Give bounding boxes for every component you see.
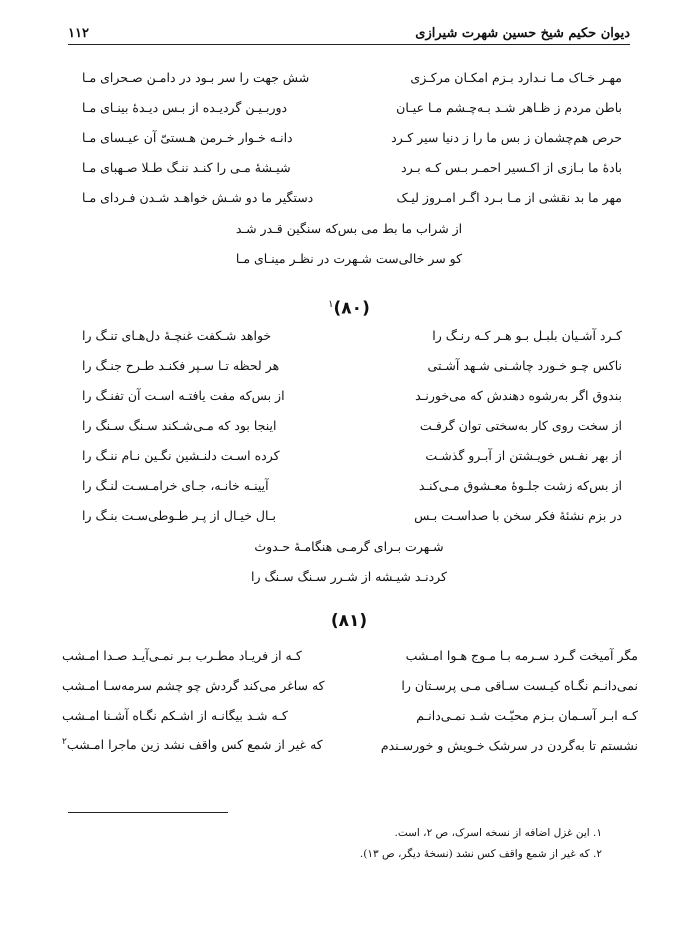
footnote-marker: ۲ (62, 737, 67, 748)
poem-number (0, 608, 698, 634)
verse-row (82, 354, 622, 376)
hemistich: اینجا بود که مـی‌شـکند سـنگ سـنگ را (82, 417, 277, 433)
hemistich: مگر آمیخت گـرد سـرمه بـا مـوج هـوا امـشب (405, 647, 638, 663)
hemistich: نمی‌دانـم نگـاه کیـست سـاقی مـی پرسـتان را (401, 677, 638, 693)
hemistich: باطن مردم ز ظـاهر شـد بـه‌چـشم مـا عیـان (396, 99, 622, 115)
hemistich: مهر ما بد نقشی از مـا بـرد اگـر امـروز لیـک (396, 189, 622, 205)
hemistich: از سخت روی کار به‌سختی توان گرفـت (419, 417, 622, 433)
hemistich: از بس‌که مفت یافتـه اسـت آن تفنـگ را (82, 387, 285, 403)
hemistich: بـال خیـال از پـر طـوطی‌سـت بنـگ را (82, 507, 276, 523)
hemistich: بادۀ ما بـازی از اکـسیر احمـر بـس کـه بـرد (401, 159, 622, 175)
footnote: ۱. این غزل اضافه از نسخه اسرک، ص ۲، است. (394, 827, 602, 839)
hemistich: هر لحظه تـا سـپر فکنـد طـرح جنـگ را (82, 357, 280, 373)
verse-row (62, 644, 638, 666)
hemistich: کـه از فریـاد مطـرب بـر نمـی‌آیـد صـدا امـشب (62, 647, 302, 663)
poem-number-text: (۸۱) (330, 611, 368, 631)
hemistich: که ساغر می‌کند گردش چو چشم سرمه‌سـا امـشب (62, 677, 325, 693)
hemistich: ناکس چـو خـورد چاشـنی شـهد آشـتی (427, 357, 622, 373)
footnote: ۲. که غیر از شمع واقف کس نشد (نسخۀ دیگر، ص ۱۳). (359, 848, 602, 860)
closing-couplet-line: کو سر خالی‌ست شـهرت در نظـر مینـای مـا (235, 251, 463, 266)
poem-number-text: (۸۰) (333, 298, 370, 319)
closing-couplet-line: از شراب ما بط می بس‌که سنگین قـدر شـد (235, 221, 463, 236)
verse-row (82, 156, 622, 178)
hemistich: در بزم نشئۀ فکر سخن با صداسـت بـس (414, 507, 622, 523)
hemistich: کـه ابـر آسـمان بـزم محبّـت شـد نمـی‌دانـم (416, 707, 638, 723)
hemistich: دستگیر ما دو شـش خواهـد شـدن فـردای مـا (82, 189, 314, 205)
verse-row (62, 734, 638, 756)
hemistich: کرده اسـت دلنـشین نگـین نـام ننـگ را (82, 447, 280, 463)
hemistich: حرص هم‌چشمان ز بس ما را ز دنیا سیر کـرد (391, 129, 622, 145)
verse-row (62, 704, 638, 726)
closing-couplet-line: شـهرت بـرای گرمـی هنگامـۀ حـدوث (254, 539, 444, 554)
verse-row (82, 504, 622, 526)
page-number: ۱۱۲ (68, 25, 89, 41)
hemistich: که غیر از شمع کس واقف نشد زین ماجرا امـشب (66, 737, 323, 753)
verse-row (82, 414, 622, 436)
verse-row (82, 126, 622, 148)
hemistich: شیـشۀ مـی را کنـد ننـگ طـلا صـهبای مـا (82, 159, 291, 175)
verse-row (82, 384, 622, 406)
hemistich: کـه شـد بیگانـه از اشـکم نگـاه آشـنا امـشب (62, 707, 288, 723)
hemistich: از بهر نفـس خویـشتن از آبـرو گذشـت (425, 447, 622, 463)
footnote-marker: ۱ (328, 299, 334, 310)
hemistich: نشستم تا به‌گردن در سرشک خـویش و خورسـندم (380, 737, 638, 753)
verse-row (82, 474, 622, 496)
poem-number (0, 292, 698, 318)
hemistich: شش جهت را سر بـود در دامـن صـحرای مـا (82, 69, 310, 85)
verse-row (82, 186, 622, 208)
hemistich: آیینـه خانـه، جـای خرامـسـت لنـگ را (82, 477, 269, 493)
hemistich: دانـه خـوار خـرمن هـستیّ آن عیـسای مـا (82, 129, 293, 145)
closing-couplet-line: کردنـد شیـشه از شـرر سـنگ سـنگ را (251, 569, 447, 584)
hemistich-with-footnote (62, 737, 323, 752)
verse-row (82, 324, 622, 346)
verse-row (82, 66, 622, 88)
hemistich: از بس‌که زشت جلـوۀ معـشوق مـی‌کنـد (418, 477, 622, 493)
hemistich: خواهد شـکفت غنچـۀ دل‌هـای تنـگ را (82, 327, 272, 343)
hemistich: مهـر خـاک مـا نـدارد بـزم امکـان مرکـزی (410, 69, 622, 85)
hemistich: کـرد آشـیان بلبـل بـو هـر کـه رنـگ را (432, 327, 622, 343)
verse-row (62, 674, 638, 696)
hemistich: دوربـیـن گردیـده از بـس دیـدۀ بینـای مـا (82, 99, 288, 115)
footnote-divider (68, 812, 228, 813)
running-title: دیوان حکیم شیخ حسین شهرت شیرازی (415, 25, 630, 41)
page-header (68, 22, 630, 45)
verse-row (82, 444, 622, 466)
hemistich: بندوق اگر به‌رشوه دهندش که می‌خورنـد (415, 387, 622, 403)
verse-row (82, 96, 622, 118)
